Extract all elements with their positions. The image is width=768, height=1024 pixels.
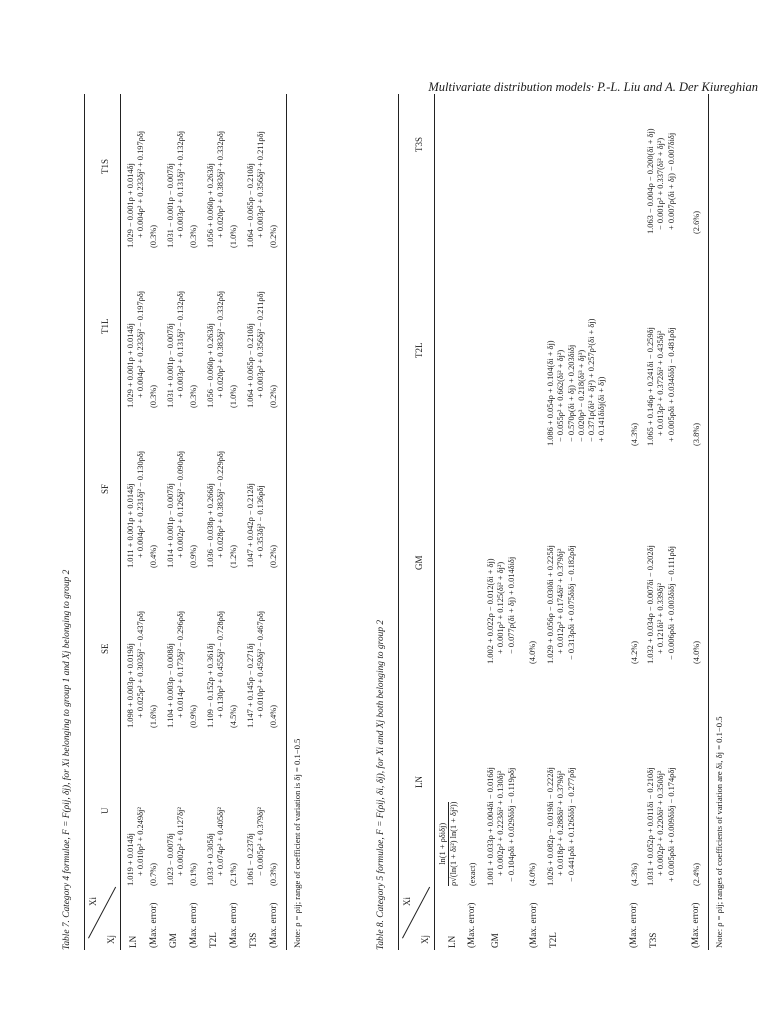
table7-bottom-rule	[286, 94, 287, 950]
table8-header-rule	[434, 94, 435, 950]
table7-cell: 1.033 + 0.305δj + 0.074ρ² + 0.405δj²	[206, 807, 226, 886]
table8-xj-label: Xj	[420, 935, 430, 944]
table8-row-label-t3s: T3S	[648, 932, 658, 948]
table7-cell: (1.0%)	[229, 224, 238, 248]
table8-bottom-rule	[708, 94, 709, 950]
table7-cell: 1.036 − 0.038ρ + 0.266δj + 0.028ρ² + 0.383δj² − 0.229ρδj	[206, 450, 226, 568]
table8-row-label-max-error: (Max. error)	[628, 902, 638, 948]
table7-cell: (0.3%)	[189, 224, 198, 248]
table7-xi-label: Xi	[88, 897, 98, 906]
table7-cell: (0.4%)	[269, 704, 278, 728]
table8-cell: 1.029 + 0.056ρ − 0.030δi + 0.225δj + 0.012ρ² + 0.174δi² + 0.379δj² − 0.313ρδi + 0.075δiδj − 0.182ρδj	[546, 545, 576, 664]
table7-xj-label: Xj	[106, 935, 116, 944]
table7-cell: 1.031 − 0.001ρ − 0.007δj + 0.003ρ² + 0.131δj² + 0.132ρδj	[166, 130, 186, 248]
table7-header-diagonal	[88, 887, 116, 939]
table7-cell: 1.061 − 0.237δj − 0.005ρ² + 0.379δj²	[246, 807, 266, 886]
table7-row-label-max-error: (Max. error)	[228, 902, 238, 948]
table8-row-label-max-error: (Max. error)	[690, 902, 700, 948]
table8-cell: 1.002 + 0.022ρ − 0.012(δi + δj) + 0.001ρ² + 0.125(δi² + δj²) − 0.077ρ(δi + δj) + 0.014δiδj	[486, 556, 516, 664]
table7-cell: 1.064 + 0.065ρ − 0.210δj + 0.003ρ² + 0.356δj² − 0.211ρδj	[246, 291, 266, 408]
table8-header-diagonal	[402, 887, 430, 939]
table8-cell: (2.4%)	[692, 862, 701, 886]
table7-cell: (1.0%)	[229, 384, 238, 408]
table8-caption: Table 8. Category 5 formulae, F = F(ρij, δi, δj), for Xi and Xj both belonging to group 2	[376, 619, 386, 950]
table8-cell: 1.063 − 0.004ρ − 0.200(δi + δj) − 0.001ρ² + 0.337(δi² + δj²) + 0.007ρ(δi + δj) − 0.007δiδj	[646, 128, 676, 234]
table8-cell: (4.3%)	[630, 422, 639, 446]
table8-row-label-max-error: (Max. error)	[528, 902, 538, 948]
table7-row-label-t3s: T3S	[248, 932, 258, 948]
table8-note: Note: ρ = ρij; ranges of coefficients of variation are δi, δj = 0.1−0.5	[714, 716, 724, 948]
table7-cell: 1.064 − 0.065ρ − 0.210δj + 0.003ρ² + 0.356δj² + 0.211ρδj	[246, 131, 266, 248]
table8-ln-ln-formula	[438, 802, 460, 886]
table7-cell: (0.7%)	[149, 862, 158, 886]
table8-row-label-gm: GM	[490, 933, 500, 948]
fraction-denominator: ρ√(ln(1 + δi²) ln(1 + δj²))	[449, 801, 459, 886]
table8-top-rule	[398, 94, 399, 950]
table7-row-label-max-error: (Max. error)	[268, 902, 278, 948]
table8-cell: (4.0%)	[528, 640, 537, 664]
table7-cell: (0.9%)	[189, 704, 198, 728]
table7-row-label-max-error: (Max. error)	[188, 902, 198, 948]
table8-cell: (exact)	[468, 862, 477, 886]
table8-cell: 1.032 + 0.034ρ − 0.007δi − 0.202δj + 0.121δi² + 0.339δj² − 0.006ρδi + 0.003δiδj − 0.111ρδj	[646, 545, 676, 664]
table7-row-label-gm: GM	[168, 933, 178, 948]
table7-row-label-ln: LN	[128, 935, 138, 948]
table7-cell: 1.109 − 0.152ρ + 0.361δj + 0.130ρ² + 0.455δj² − 0.728ρδj	[206, 610, 226, 728]
running-head: Multivariate distribution models· P.-L. Liu and A. Der Kiureghian	[428, 80, 758, 94]
table7-cell: 1.047 + 0.042ρ − 0.212δj + 0.353δj² − 0.136ρδj	[246, 483, 266, 568]
table8-cell: 1.086 + 0.054ρ + 0.104(δi + δj) − 0.055ρ² + 0.662(δi² + δj²) − 0.570ρ(δi + δj) + 0.203δiδj − 0.020ρ³ − 0.218(δi³ + δj³) − 0.371ρ(δi² + δj²) + 0.257ρ²(δi + δj) + 0.141δiδj(δi + δj)	[546, 318, 607, 446]
table7-cell: (0.2%)	[269, 224, 278, 248]
table7-cell: (1.2%)	[229, 544, 238, 568]
table7-cell: 1.098 + 0.003ρ + 0.019δj + 0.025ρ² + 0.303δj² − 0.437ρδj	[126, 610, 146, 728]
table7-top-rule	[84, 94, 85, 950]
table7-cell: (0.3%)	[149, 384, 158, 408]
table7-cell: (0.3%)	[189, 384, 198, 408]
table7-header-rule	[120, 94, 121, 950]
table8-cell: (3.8%)	[692, 422, 701, 446]
table7-note: Note: ρ = ρij; range of coefficient of variation is δj = 0.1−0.5	[292, 738, 302, 948]
table8-cell: (4.0%)	[692, 640, 701, 664]
fraction-numerator: ln(1 + ρδiδj)	[438, 802, 449, 886]
table8-col-header-t2l: T2L	[414, 342, 424, 358]
table7-cell: 1.056 + 0.060ρ + 0.263δj + 0.020ρ² + 0.383δj² + 0.332ρδj	[206, 130, 226, 248]
table7-cell: (0.3%)	[269, 862, 278, 886]
table7-col-header-t1s: T1S	[100, 158, 110, 174]
table7-cell: 1.029 + 0.001ρ + 0.014δj + 0.004ρ² + 0.233δj² − 0.197ρδj	[126, 290, 146, 408]
table8-col-header-ln: LN	[414, 776, 424, 788]
table7-cell: 1.056 − 0.060ρ + 0.263δj + 0.020ρ² + 0.383δj² − 0.332ρδj	[206, 290, 226, 408]
table7-cell: 1.104 + 0.003ρ − 0.008δj + 0.014ρ² + 0.173δj² − 0.296ρδj	[166, 610, 186, 728]
table7-cell: 1.029 − 0.001ρ + 0.014δj + 0.004ρ² + 0.233δj² + 0.197ρδj	[126, 130, 146, 248]
table7-caption: Table 7. Category 4 formulae, F = F(ρij, δj), for Xi belonging to group 1 and Xj belonging to group 2	[62, 569, 72, 950]
table7-col-header-sf: SF	[100, 483, 110, 494]
table7-cell: (0.3%)	[149, 224, 158, 248]
table7-cell: (0.2%)	[269, 544, 278, 568]
table7-cell: 1.147 + 0.145ρ − 0.271δj + 0.010ρ² + 0.459δj² − 0.467ρδj	[246, 610, 266, 728]
table7-cell: (0.2%)	[269, 384, 278, 408]
table7-cell: (2.1%)	[229, 862, 238, 886]
table7-cell: (4.5%)	[229, 704, 238, 728]
table8-cell: 1.031 + 0.052ρ + 0.011δi − 0.210δj + 0.002ρ² + 0.220δi² + 0.350δj² + 0.005ρδi + 0.009δiδj − 0.174ρδj	[646, 767, 676, 886]
table7-col-header-u: U	[100, 807, 110, 814]
table7-col-header-se: SE	[100, 643, 110, 654]
table8-row-label-max-error: (Max. error)	[466, 902, 476, 948]
table8-cell: (2.6%)	[692, 210, 701, 234]
table8-cell: (4.3%)	[630, 862, 639, 886]
table8-cell: (4.0%)	[528, 862, 537, 886]
table7-cell: 1.023 − 0.007δj + 0.002ρ² + 0.127δj²	[166, 807, 186, 886]
table7-row-label-t2l: T2L	[208, 932, 218, 948]
table7-cell: (1.6%)	[149, 704, 158, 728]
table7-cell: 1.011 + 0.001ρ + 0.014δj + 0.004ρ² + 0.231δj² − 0.130ρδj	[126, 450, 146, 568]
table8-xi-label: Xi	[402, 897, 412, 906]
table8-cell: (4.2%)	[630, 640, 639, 664]
table7-cell: (0.9%)	[189, 544, 198, 568]
table8-cell: 1.026 + 0.082ρ − 0.019δi − 0.222δj + 0.018ρ² + 0.288δi² + 0.379δj² − 0.441ρδi + 0.126δiδj − 0.277ρδj	[546, 767, 576, 886]
table8-col-header-t3s: T3S	[414, 136, 424, 152]
table8-cell: 1.001 + 0.033ρ + 0.004δi − 0.016δj + 0.002ρ² + 0.223δi² + 0.130δj² − 0.104ρδi + 0.029δiδj − 0.119ρδj	[486, 767, 516, 886]
table7-col-header-t1l: T1L	[100, 318, 110, 334]
table8-row-label-t2l: T2L	[548, 932, 558, 948]
table7-cell: 1.031 + 0.001ρ − 0.007δj + 0.003ρ² + 0.131δj² − 0.132ρδj	[166, 290, 186, 408]
table7-cell: 1.014 + 0.001ρ − 0.007δj + 0.002ρ² + 0.126δj² − 0.090ρδj	[166, 450, 186, 568]
table7-cell: 1.019 + 0.014δj + 0.010ρ² + 0.249δj²	[126, 807, 146, 886]
table8-col-header-gm: GM	[414, 555, 424, 570]
table7-cell: (0.1%)	[189, 862, 198, 886]
table7-cell: (0.4%)	[149, 544, 158, 568]
table8-cell: 1.065 + 0.146ρ + 0.241δi − 0.259δj + 0.013ρ² + 0.372δi² + 0.435δj² + 0.005ρδi + 0.034δiδj − 0.481ρδj	[646, 327, 676, 446]
table8-row-label-ln: LN	[447, 935, 457, 948]
table7-row-label-max-error: (Max. error)	[148, 902, 158, 948]
